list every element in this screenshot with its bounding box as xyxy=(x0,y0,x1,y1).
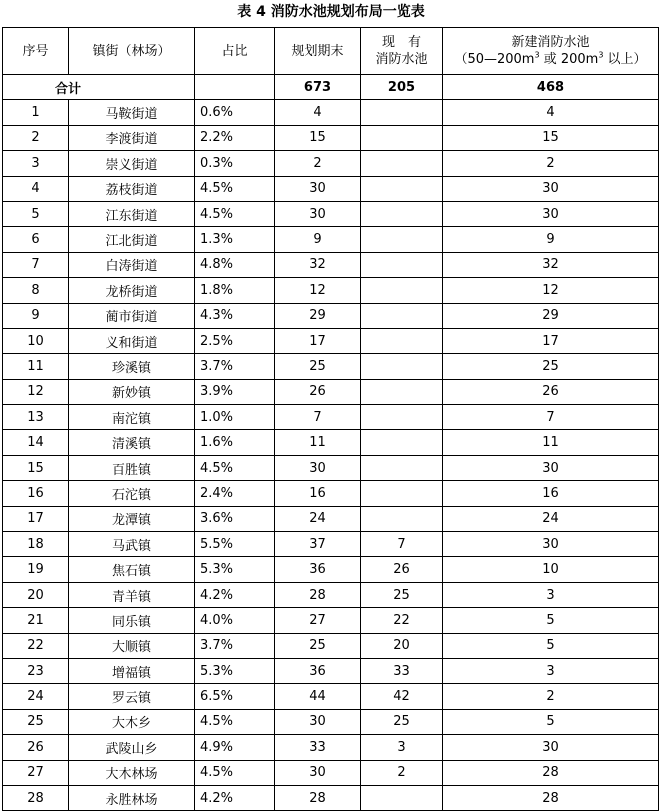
row-percentage: 3.6% xyxy=(195,506,275,531)
row-new: 2 xyxy=(443,684,659,709)
row-new: 3 xyxy=(443,582,659,607)
row-planned: 25 xyxy=(275,354,361,379)
row-town-name: 清溪镇 xyxy=(69,430,195,455)
row-percentage: 4.5% xyxy=(195,760,275,785)
row-planned: 30 xyxy=(275,709,361,734)
row-town-name: 珍溪镇 xyxy=(69,354,195,379)
table-row xyxy=(3,125,659,150)
total-existing: 205 xyxy=(361,75,443,100)
row-town-name: 白涛街道 xyxy=(69,252,195,277)
row-planned: 27 xyxy=(275,608,361,633)
row-percentage: 4.9% xyxy=(195,735,275,760)
row-new: 32 xyxy=(443,252,659,277)
row-new: 12 xyxy=(443,278,659,303)
row-planned: 30 xyxy=(275,455,361,480)
row-planned: 28 xyxy=(275,582,361,607)
table-row xyxy=(3,684,659,709)
table-row xyxy=(3,151,659,176)
row-town-name: 龙桥街道 xyxy=(69,278,195,303)
row-existing xyxy=(361,151,443,176)
row-existing xyxy=(361,481,443,506)
row-percentage: 4.5% xyxy=(195,455,275,480)
row-serial-no: 12 xyxy=(3,379,69,404)
table-row xyxy=(3,405,659,430)
row-new: 10 xyxy=(443,557,659,582)
row-planned: 32 xyxy=(275,252,361,277)
row-new: 28 xyxy=(443,785,659,810)
row-town-name: 龙潭镇 xyxy=(69,506,195,531)
row-percentage: 4.5% xyxy=(195,201,275,226)
row-town-name: 武陵山乡 xyxy=(69,735,195,760)
table-row xyxy=(3,379,659,404)
row-new: 9 xyxy=(443,227,659,252)
row-existing: 3 xyxy=(361,735,443,760)
row-town-name: 石沱镇 xyxy=(69,481,195,506)
row-town-name: 江北街道 xyxy=(69,227,195,252)
total-label: 合计 xyxy=(3,75,195,100)
row-percentage: 1.0% xyxy=(195,405,275,430)
row-existing: 25 xyxy=(361,582,443,607)
row-planned: 29 xyxy=(275,303,361,328)
table-row xyxy=(3,608,659,633)
row-percentage: 4.8% xyxy=(195,252,275,277)
row-new: 30 xyxy=(443,532,659,557)
row-new: 29 xyxy=(443,303,659,328)
row-town-name: 南沱镇 xyxy=(69,405,195,430)
row-town-name: 永胜林场 xyxy=(69,785,195,810)
row-planned: 11 xyxy=(275,430,361,455)
row-new: 3 xyxy=(443,658,659,683)
table-row xyxy=(3,227,659,252)
row-new: 17 xyxy=(443,328,659,353)
row-existing: 33 xyxy=(361,658,443,683)
row-new: 15 xyxy=(443,125,659,150)
row-planned: 36 xyxy=(275,557,361,582)
table-row xyxy=(3,201,659,226)
row-serial-no: 4 xyxy=(3,176,69,201)
table-row xyxy=(3,658,659,683)
row-existing xyxy=(361,785,443,810)
row-serial-no: 19 xyxy=(3,557,69,582)
row-new: 7 xyxy=(443,405,659,430)
row-planned: 12 xyxy=(275,278,361,303)
table-row xyxy=(3,100,659,125)
row-planned: 44 xyxy=(275,684,361,709)
row-percentage: 3.9% xyxy=(195,379,275,404)
header-existing-pools xyxy=(361,28,443,75)
row-existing xyxy=(361,252,443,277)
row-serial-no: 22 xyxy=(3,633,69,658)
table-row xyxy=(3,582,659,607)
row-existing xyxy=(361,100,443,125)
row-serial-no: 14 xyxy=(3,430,69,455)
row-planned: 17 xyxy=(275,328,361,353)
table-row xyxy=(3,354,659,379)
table-caption: 表 4 消防水池规划布局一览表 xyxy=(237,4,425,20)
row-existing xyxy=(361,125,443,150)
row-percentage: 2.2% xyxy=(195,125,275,150)
row-percentage: 4.2% xyxy=(195,582,275,607)
table-row xyxy=(3,430,659,455)
row-planned: 33 xyxy=(275,735,361,760)
total-row xyxy=(3,75,659,100)
row-new: 30 xyxy=(443,201,659,226)
row-town-name: 大木乡 xyxy=(69,709,195,734)
row-percentage: 5.5% xyxy=(195,532,275,557)
row-town-name: 蔺市街道 xyxy=(69,303,195,328)
row-existing: 42 xyxy=(361,684,443,709)
row-town-name: 增福镇 xyxy=(69,658,195,683)
row-new: 30 xyxy=(443,735,659,760)
row-percentage: 0.3% xyxy=(195,151,275,176)
row-town-name: 马武镇 xyxy=(69,532,195,557)
row-new: 28 xyxy=(443,760,659,785)
table-row xyxy=(3,532,659,557)
total-percentage xyxy=(195,75,275,100)
row-percentage: 1.3% xyxy=(195,227,275,252)
row-serial-no: 24 xyxy=(3,684,69,709)
row-existing xyxy=(361,354,443,379)
table-row xyxy=(3,328,659,353)
header-town-street: 镇街（林场） xyxy=(69,28,195,75)
row-existing: 26 xyxy=(361,557,443,582)
table-row xyxy=(3,481,659,506)
row-serial-no: 17 xyxy=(3,506,69,531)
header-existing-line1: 现 有 xyxy=(381,35,421,50)
table-row xyxy=(3,709,659,734)
row-serial-no: 10 xyxy=(3,328,69,353)
row-town-name: 马鞍街道 xyxy=(69,100,195,125)
row-serial-no: 18 xyxy=(3,532,69,557)
table-row xyxy=(3,633,659,658)
row-new: 2 xyxy=(443,151,659,176)
row-new: 26 xyxy=(443,379,659,404)
header-serial-no: 序号 xyxy=(3,28,69,75)
row-new: 5 xyxy=(443,709,659,734)
row-serial-no: 11 xyxy=(3,354,69,379)
row-serial-no: 23 xyxy=(3,658,69,683)
header-new-line1: 新建消防水池 xyxy=(511,35,590,50)
row-new: 5 xyxy=(443,608,659,633)
row-town-name: 罗云镇 xyxy=(69,684,195,709)
table-header-row xyxy=(3,28,659,75)
row-planned: 2 xyxy=(275,151,361,176)
row-town-name: 江东街道 xyxy=(69,201,195,226)
table-row xyxy=(3,455,659,480)
row-percentage: 6.5% xyxy=(195,684,275,709)
row-percentage: 4.5% xyxy=(195,176,275,201)
row-existing xyxy=(361,328,443,353)
row-planned: 37 xyxy=(275,532,361,557)
row-new: 25 xyxy=(443,354,659,379)
table-row xyxy=(3,303,659,328)
row-serial-no: 15 xyxy=(3,455,69,480)
table-row xyxy=(3,557,659,582)
row-percentage: 5.3% xyxy=(195,658,275,683)
row-existing: 25 xyxy=(361,709,443,734)
header-new-line2: （$50—200m^3$ 或 $200m^3$ 以上） xyxy=(454,50,647,67)
row-percentage: 4.2% xyxy=(195,785,275,810)
row-planned: 7 xyxy=(275,405,361,430)
row-serial-no: 26 xyxy=(3,735,69,760)
row-planned: 4 xyxy=(275,100,361,125)
row-existing xyxy=(361,455,443,480)
row-percentage: 2.5% xyxy=(195,328,275,353)
row-serial-no: 25 xyxy=(3,709,69,734)
row-planned: 25 xyxy=(275,633,361,658)
row-planned: 30 xyxy=(275,760,361,785)
row-new: 30 xyxy=(443,455,659,480)
row-serial-no: 27 xyxy=(3,760,69,785)
row-planned: 26 xyxy=(275,379,361,404)
row-town-name: 义和街道 xyxy=(69,328,195,353)
total-new: 468 xyxy=(443,75,659,100)
row-new: 30 xyxy=(443,176,659,201)
row-serial-no: 21 xyxy=(3,608,69,633)
row-serial-no: 13 xyxy=(3,405,69,430)
row-percentage: 3.7% xyxy=(195,633,275,658)
header-existing-line2: 消防水池 xyxy=(375,52,428,67)
row-serial-no: 1 xyxy=(3,100,69,125)
row-percentage: 4.5% xyxy=(195,709,275,734)
row-percentage: 1.8% xyxy=(195,278,275,303)
row-planned: 30 xyxy=(275,201,361,226)
row-town-name: 百胜镇 xyxy=(69,455,195,480)
row-serial-no: 8 xyxy=(3,278,69,303)
row-existing xyxy=(361,379,443,404)
table-row xyxy=(3,176,659,201)
row-new: 24 xyxy=(443,506,659,531)
row-serial-no: 3 xyxy=(3,151,69,176)
row-planned: 15 xyxy=(275,125,361,150)
row-town-name: 新妙镇 xyxy=(69,379,195,404)
row-existing xyxy=(361,201,443,226)
row-planned: 28 xyxy=(275,785,361,810)
row-town-name: 青羊镇 xyxy=(69,582,195,607)
row-serial-no: 9 xyxy=(3,303,69,328)
row-existing xyxy=(361,227,443,252)
row-town-name: 荔枝街道 xyxy=(69,176,195,201)
total-planned: 673 xyxy=(275,75,361,100)
row-percentage: 4.0% xyxy=(195,608,275,633)
row-existing: 7 xyxy=(361,532,443,557)
row-existing xyxy=(361,506,443,531)
row-town-name: 焦石镇 xyxy=(69,557,195,582)
row-existing xyxy=(361,430,443,455)
row-town-name: 大顺镇 xyxy=(69,633,195,658)
header-new-pools xyxy=(443,28,659,75)
row-percentage: 2.4% xyxy=(195,481,275,506)
row-serial-no: 6 xyxy=(3,227,69,252)
row-town-name: 同乐镇 xyxy=(69,608,195,633)
row-new: 16 xyxy=(443,481,659,506)
row-new: 5 xyxy=(443,633,659,658)
row-existing xyxy=(361,405,443,430)
row-planned: 9 xyxy=(275,227,361,252)
row-percentage: 0.6% xyxy=(195,100,275,125)
table-row xyxy=(3,252,659,277)
row-percentage: 3.7% xyxy=(195,354,275,379)
row-percentage: 1.6% xyxy=(195,430,275,455)
row-planned: 36 xyxy=(275,658,361,683)
row-existing xyxy=(361,303,443,328)
table-row xyxy=(3,735,659,760)
row-new: 11 xyxy=(443,430,659,455)
table-row xyxy=(3,785,659,810)
table-row xyxy=(3,760,659,785)
row-existing: 2 xyxy=(361,760,443,785)
row-percentage: 5.3% xyxy=(195,557,275,582)
row-serial-no: 28 xyxy=(3,785,69,810)
row-percentage: 4.3% xyxy=(195,303,275,328)
row-town-name: 李渡街道 xyxy=(69,125,195,150)
table-row xyxy=(3,506,659,531)
row-serial-no: 20 xyxy=(3,582,69,607)
row-existing xyxy=(361,278,443,303)
row-existing: 22 xyxy=(361,608,443,633)
table-row xyxy=(3,278,659,303)
row-existing xyxy=(361,176,443,201)
row-serial-no: 16 xyxy=(3,481,69,506)
fire-pool-layout-table xyxy=(2,27,659,811)
row-existing: 20 xyxy=(361,633,443,658)
row-serial-no: 7 xyxy=(3,252,69,277)
header-planned-total: 规划期末 xyxy=(275,28,361,75)
row-planned: 24 xyxy=(275,506,361,531)
row-serial-no: 5 xyxy=(3,201,69,226)
row-planned: 30 xyxy=(275,176,361,201)
header-percentage: 占比 xyxy=(195,28,275,75)
row-planned: 16 xyxy=(275,481,361,506)
row-serial-no: 2 xyxy=(3,125,69,150)
row-town-name: 崇义街道 xyxy=(69,151,195,176)
row-new: 4 xyxy=(443,100,659,125)
row-town-name: 大木林场 xyxy=(69,760,195,785)
